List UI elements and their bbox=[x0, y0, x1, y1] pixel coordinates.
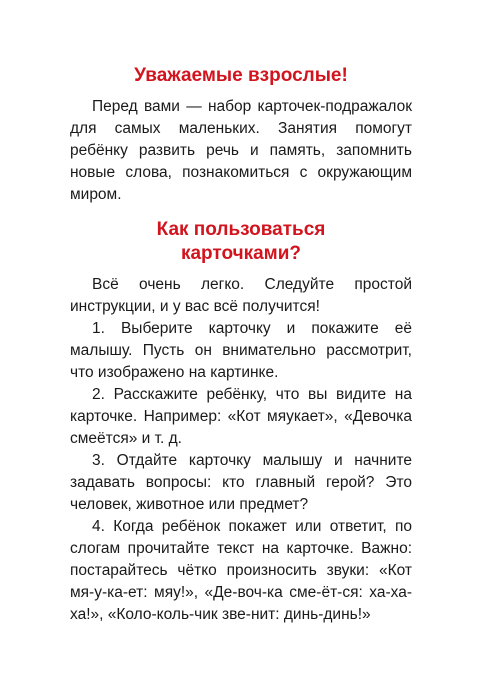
how-to-use-heading bbox=[70, 218, 412, 266]
step-4-paragraph: 4. Когда ребёнок покажет или ответит, по слогам прочитайте текст на карточке. Важно: постарайтесь чётко произносить звуки: «Кот мя-у-ка-ет: мяу!», «Де-воч-ка сме-ёт-ся: ха-ха-ха!», «Коло-коль-чик зве-нит: динь-динь!» bbox=[70, 518, 412, 623]
step-3-paragraph: 3. Отдайте карточку малышу и начните задавать вопросы: кто главный герой? Это человек, животное или предмет? bbox=[70, 452, 412, 513]
instruction-page bbox=[70, 64, 412, 626]
how-to-use-heading-line2: карточками? bbox=[180, 243, 302, 264]
instruction-intro-paragraph: Всё очень легко. Следуйте простой инструкции, и у вас всё получится! bbox=[70, 276, 412, 315]
how-to-use-heading-line1: Как пользоваться bbox=[156, 219, 326, 240]
step-2-paragraph: 2. Расскажите ребёнку, что вы видите на карточке. Например: «Кот мяукает», «Девочка смеётся» и т. д. bbox=[70, 386, 412, 447]
intro-paragraph: Перед вами — набор карточек-подражалок для самых маленьких. Занятия помогут ребёнку развить речь и память, запомнить новые слова, познакомиться с окружающим миром. bbox=[70, 98, 412, 203]
greeting-heading: Уважаемые взрослые! bbox=[134, 65, 348, 86]
step-1-paragraph: 1. Выберите карточку и покажите её малышу. Пусть он внимательно рассмотрит, что изображено на картинке. bbox=[70, 320, 412, 381]
